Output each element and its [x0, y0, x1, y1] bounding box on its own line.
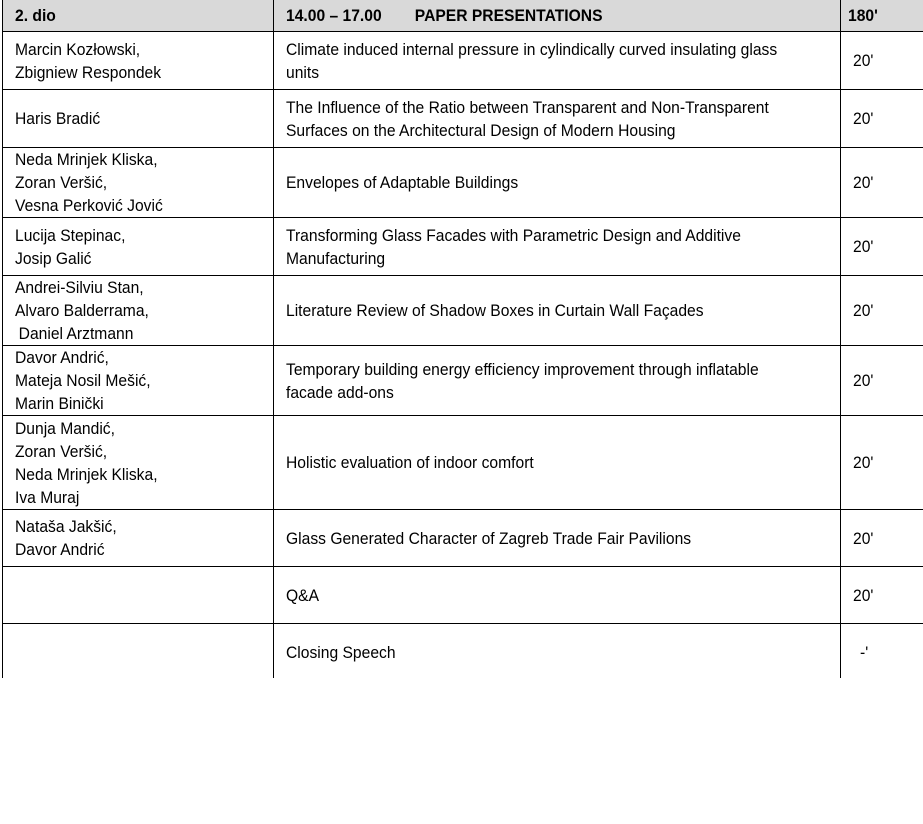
- duration-value: 20': [853, 173, 874, 192]
- session-time-title-cell: [274, 0, 841, 32]
- paper-title-cell: [274, 567, 841, 624]
- duration-cell: [841, 148, 923, 218]
- paper-title-cell: [274, 276, 841, 346]
- authors-cell: [3, 567, 274, 624]
- paper-title-line: Manufacturing: [286, 248, 386, 268]
- paper-title-line: Climate induced internal pressure in cylindically curved insulating glass: [286, 39, 778, 59]
- paper-title-line: Q&A: [286, 585, 320, 605]
- program-table: [2, 0, 923, 678]
- author-name: Daniel Arztmann: [18, 324, 134, 343]
- table-row: [3, 416, 923, 510]
- duration-cell: [841, 276, 923, 346]
- session-duration: 180': [848, 5, 879, 25]
- duration-cell: [841, 218, 923, 276]
- duration-cell: [841, 624, 923, 679]
- authors-cell: [3, 624, 274, 679]
- paper-title-cell: [274, 624, 841, 679]
- duration-cell: [841, 416, 923, 510]
- duration-value: 20': [853, 528, 874, 548]
- author-name: Mateja Nosil Mešić,: [15, 371, 151, 390]
- paper-title-cell: [274, 510, 841, 567]
- authors-cell: [3, 90, 274, 148]
- duration-value: 20': [853, 51, 874, 70]
- author-name: Marin Binički: [15, 394, 104, 413]
- duration-cell: [841, 32, 923, 90]
- session-duration-cell: [841, 0, 923, 32]
- author-name: Haris Bradić: [15, 109, 101, 128]
- author-name: Davor Andrić,: [15, 348, 109, 367]
- paper-title-line: facade add-ons: [286, 382, 394, 402]
- authors-cell: [3, 218, 274, 276]
- author-name: Zoran Veršić,: [15, 173, 108, 192]
- table-header-row: [3, 0, 923, 32]
- duration-cell: [841, 567, 923, 624]
- authors-cell: [3, 510, 274, 567]
- authors-cell: [3, 346, 274, 416]
- paper-title-line: The Influence of the Ratio between Transparent and Non-Transparent: [286, 97, 769, 117]
- paper-title-line: Transforming Glass Facades with Parametric Design and Additive: [286, 225, 741, 245]
- paper-title-cell: [274, 218, 841, 276]
- author-name: Davor Andrić: [15, 540, 105, 559]
- paper-title-line: Glass Generated Character of Zagreb Trade Fair Pavilions: [286, 528, 692, 548]
- paper-title-cell: [274, 148, 841, 218]
- author-name: Zbigniew Respondek: [15, 62, 162, 82]
- duration-cell: [841, 510, 923, 567]
- paper-title-cell: [274, 90, 841, 148]
- paper-title-line: Holistic evaluation of indoor comfort: [286, 453, 534, 472]
- table-row: [3, 510, 923, 567]
- session-part-cell: [3, 0, 274, 32]
- table-row: [3, 148, 923, 218]
- session-title: PAPER PRESENTATIONS: [414, 5, 603, 25]
- paper-title-line: Temporary building energy efficiency improvement through inflatable: [286, 359, 759, 379]
- table-row: [3, 90, 923, 148]
- session-time: 14.00 – 17.00: [286, 5, 382, 25]
- authors-cell: [3, 148, 274, 218]
- authors-cell: [3, 416, 274, 510]
- author-name: Vesna Perković Jović: [15, 196, 163, 215]
- author-name: Zoran Veršić,: [15, 441, 108, 461]
- paper-title-line: Surfaces on the Architectural Design of Modern Housing: [286, 120, 676, 140]
- table-row: [3, 346, 923, 416]
- author-name: Iva Muraj: [15, 487, 80, 507]
- paper-title-line: Closing Speech: [286, 643, 396, 662]
- author-name: Dunja Mandić,: [15, 418, 115, 438]
- author-name: Marcin Kozłowski,: [15, 39, 141, 59]
- authors-cell: [3, 32, 274, 90]
- author-name: Neda Mrinjek Kliska,: [15, 150, 158, 169]
- author-name: Andrei-Silviu Stan,: [15, 278, 144, 297]
- paper-title-cell: [274, 32, 841, 90]
- author-name: Nataša Jakšić,: [15, 517, 117, 536]
- paper-title-line: units: [286, 62, 320, 82]
- duration-value: 20': [853, 585, 874, 605]
- table-row: [3, 567, 923, 624]
- duration-value: 20': [853, 301, 874, 320]
- paper-title-cell: [274, 416, 841, 510]
- table-row: [3, 624, 923, 679]
- duration-cell: [841, 90, 923, 148]
- table-row: [3, 32, 923, 90]
- author-name: Alvaro Balderrama,: [15, 301, 149, 320]
- duration-value: 20': [853, 453, 874, 472]
- paper-title-line: Envelopes of Adaptable Buildings: [286, 173, 519, 192]
- author-name: Josip Galić: [15, 248, 92, 268]
- table-row: [3, 276, 923, 346]
- duration-value: 20': [853, 109, 874, 128]
- duration-value: 20': [853, 237, 874, 256]
- paper-title-cell: [274, 346, 841, 416]
- duration-cell: [841, 346, 923, 416]
- duration-value: -': [860, 643, 869, 662]
- authors-cell: [3, 276, 274, 346]
- author-name: Lucija Stepinac,: [15, 225, 126, 245]
- session-part: 2. dio: [15, 5, 56, 25]
- table-row: [3, 218, 923, 276]
- author-name: Neda Mrinjek Kliska,: [15, 464, 158, 484]
- paper-title-line: Literature Review of Shadow Boxes in Curtain Wall Façades: [286, 301, 704, 320]
- duration-value: 20': [853, 371, 874, 390]
